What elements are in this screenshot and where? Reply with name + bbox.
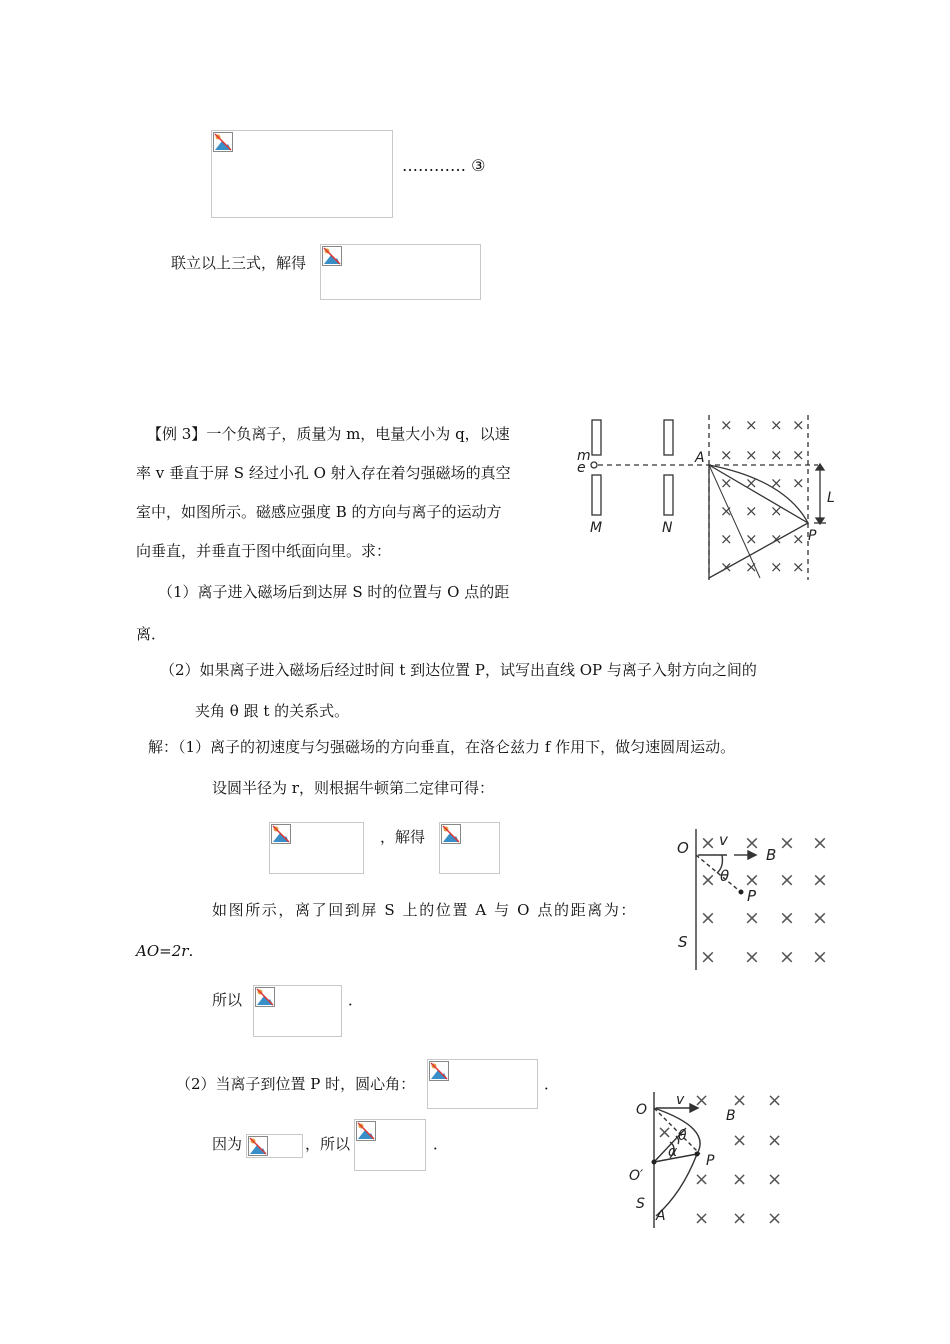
label-P: P [808,528,817,544]
svg-text:×: × [745,474,758,492]
example-tag: 【例 3】 [147,425,207,443]
label-theta: θ [678,1128,687,1144]
label-P: P [706,1153,715,1169]
svg-text:×: × [657,1122,673,1143]
svg-text:×: × [720,416,733,434]
broken-image-icon [356,1121,376,1141]
plate-m-bottom [592,475,601,515]
example-p1-line1: 一个负离子，质量为 m，电量大小为 q，以速 [206,425,510,443]
solution-line-5: AO=2r． [136,942,204,960]
plate-m-top [592,420,601,455]
label-S: S [636,1196,645,1212]
figure-plates-field [570,410,840,585]
label-O: O [677,839,689,857]
svg-text:×: × [792,558,805,576]
svg-text:×: × [779,946,795,968]
solution-line-6-pre: 所以 [212,991,243,1009]
svg-text:×: × [779,869,795,891]
solution-line-8-mid: ，所以 [305,1135,351,1153]
svg-text:×: × [779,907,795,929]
label-A: A [656,1208,666,1224]
figure-theta [672,825,837,973]
combine-text: 联立以上三式，解得 [171,254,307,272]
label-e: e [577,460,586,476]
svg-text:×: × [770,502,783,520]
label-Oprime: O′ [629,1168,644,1184]
plate-n-bottom [664,475,673,515]
figure-alpha [622,1088,797,1233]
svg-text:×: × [732,1169,748,1190]
svg-text:×: × [792,474,805,492]
svg-text:×: × [694,1169,710,1190]
svg-text:×: × [720,474,733,492]
label-v: v [719,831,728,849]
svg-text:×: × [720,446,733,464]
svg-text:×: × [700,832,716,854]
svg-text:×: × [779,832,795,854]
svg-text:×: × [744,869,760,891]
svg-text:×: × [744,907,760,929]
svg-text:×: × [700,946,716,968]
distance-image [253,985,342,1037]
label-L: L [827,490,835,506]
dots: ………… [402,156,466,175]
svg-text:×: × [812,907,828,929]
label-P: P [747,887,757,905]
svg-text:×: × [745,502,758,520]
svg-text:×: × [767,1208,783,1229]
solution-line-7-post: ． [544,1075,560,1093]
broken-image-icon [429,1061,449,1081]
svg-text:×: × [767,1169,783,1190]
label-B: B [766,846,777,864]
svg-text:×: × [744,832,760,854]
svg-text:×: × [812,869,828,891]
svg-text:×: × [812,832,828,854]
broken-image-icon [255,987,275,1007]
broken-image-icon [441,824,461,844]
label-v: v [676,1092,685,1108]
broken-image-icon [271,824,291,844]
label-B: B [726,1108,736,1124]
svg-text:×: × [792,446,805,464]
solution-line-3-mid: ，解得 [380,828,426,846]
equation-image-3 [211,130,393,218]
solution-line-4: 如图所示，离了回到屏 S 上的位置 A 与 O 点的距离为： [212,901,638,919]
label-S: S [678,933,688,951]
svg-text:×: × [812,946,828,968]
question-2-line2: 夹角 θ 跟 t 的关系式。 [195,702,350,720]
newton-eq-image [269,822,364,874]
svg-text:×: × [700,907,716,929]
example-line-1 [147,427,510,442]
svg-text:×: × [770,446,783,464]
broken-image-icon [322,246,342,266]
example-p1-line3: 室中，如图所示。磁感应强度 B 的方向与离子的运动方 [136,503,502,521]
question-2-line1: （2）如果离子进入磁场后经过时间 t 到达位置 P，试写出直线 OP 与离子入射方向之间的 [160,661,757,679]
svg-text:×: × [767,1090,783,1111]
svg-text:×: × [745,446,758,464]
alpha-relation-image [246,1134,303,1158]
equation-number-3 [402,158,485,174]
svg-text:×: × [767,1130,783,1151]
label-m: m [577,448,591,464]
solution-line-8-pre: 因为 [212,1135,243,1153]
svg-text:×: × [770,530,783,548]
svg-text:×: × [745,558,758,576]
svg-text:×: × [720,558,733,576]
ion-dot [591,462,597,468]
label-N: N [662,520,673,536]
question-1-line2: 离． [136,625,167,643]
svg-text:×: × [770,416,783,434]
circled-three: ③ [471,156,486,175]
example-p1-line4: 向垂直，并垂直于图中纸面向里。求： [136,542,392,560]
svg-text:×: × [732,1208,748,1229]
label-alpha: α [668,1144,678,1160]
label-theta: θ [720,867,730,885]
central-angle-image [427,1059,538,1109]
solution-line-8-post: ． [433,1135,449,1153]
theta-result-image [354,1119,426,1171]
svg-text:×: × [720,530,733,548]
svg-text:×: × [770,558,783,576]
label-A: A [695,450,705,466]
example-p1-line2: 率 v 垂直于屏 S 经过小孔 O 射入存在着匀强磁场的真空 [136,464,511,482]
broken-image-icon [213,132,233,152]
svg-text:×: × [744,946,760,968]
solution-line-7-pre: （2）当离子到位置 P 时，圆心角： [176,1075,416,1093]
solution-line-1: 解：（1）离子的初速度与匀强磁场的方向垂直，在洛仑兹力 f 作用下，做匀速圆周运动。 [148,738,736,756]
svg-text:×: × [694,1208,710,1229]
solution-line-6-post: ． [348,991,364,1009]
svg-text:×: × [700,869,716,891]
broken-image-icon [248,1136,268,1156]
svg-text:×: × [732,1090,748,1111]
label-M: M [590,520,603,536]
result-image [320,244,481,300]
label-O: O [636,1102,648,1118]
svg-text:×: × [792,530,805,548]
solution-line-2: 设圆半径为 r，则根据牛顿第二定律可得： [212,779,494,797]
svg-text:×: × [770,474,783,492]
svg-text:×: × [792,416,805,434]
svg-text:×: × [732,1130,748,1151]
radius-result-image [439,822,500,874]
svg-text:×: × [745,416,758,434]
plate-n-top [664,420,673,455]
svg-text:×: × [745,530,758,548]
svg-text:×: × [694,1090,710,1111]
question-1-line1: （1）离子进入磁场后到达屏 S 时的位置与 O 点的距 [158,583,510,601]
svg-text:×: × [720,502,733,520]
